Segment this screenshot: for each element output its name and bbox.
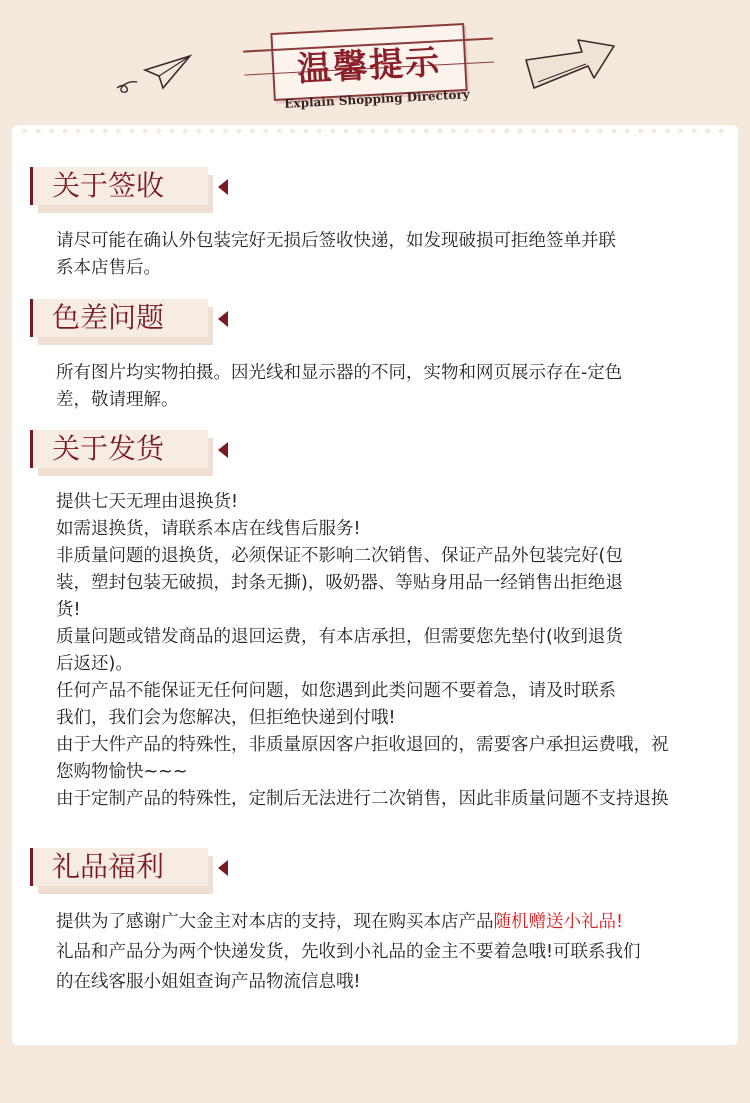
section-heading-label: 关于签收 (52, 169, 165, 202)
section-text-shipping (56, 489, 716, 813)
text-line: 质量问题或错发商品的退回运费，有本店承担，但需要您先垫付(收到退货 (56, 627, 623, 647)
text-line (56, 907, 716, 937)
text-line: 差，敬请理解。 (56, 390, 179, 410)
text-line: 非质量问题的退换货，必须保证不影响二次销售、保证产品外包装完好(包 (56, 546, 623, 566)
gift-highlight: 随机赠送小礼品! (493, 912, 624, 932)
section-heading-label: 色差问题 (52, 301, 165, 334)
page-subtitle: Explain Shopping Directory (283, 87, 471, 111)
text-line: 礼品和产品分为两个快递发货，先收到小礼品的金主不要着急哦!可联系我们 (56, 942, 641, 962)
arrow-icon (522, 30, 622, 100)
section-heading-gift (30, 848, 213, 894)
triangle-left-icon (218, 860, 228, 876)
section-heading-label: 关于发货 (52, 432, 165, 465)
text-line: 由于定制产品的特殊性，定制后无法进行二次销售，因此非质量问题不支持退换 (56, 789, 669, 809)
text-line: 后返还)。 (56, 654, 133, 674)
text-line: 所有图片均实物拍摄。因光线和显示器的不同，实物和网页展示存在-定色 (56, 363, 623, 383)
paper-plane-icon (115, 50, 195, 100)
text-line: 货! (56, 600, 81, 620)
text-line: 由于大件产品的特殊性，非质量原因客户拒收退回的，需要客户承担运费哦，祝 (56, 735, 669, 755)
text-line: 装，塑封包装无破损，封条无撕)，吸奶器、等贴身用品一经销售出拒绝退 (56, 573, 623, 593)
page-title: 温馨提示 (296, 42, 443, 90)
section-text-signing (56, 228, 716, 282)
section-heading-signing (30, 167, 213, 213)
text-line: 我们，我们会为您解决，但拒绝快递到付哦! (56, 708, 396, 728)
text-line: 提供七天无理由退换货! (56, 492, 239, 512)
text-line: 任何产品不能保证无任何问题，如您遇到此类问题不要着急，请及时联系 (56, 681, 616, 701)
section-heading-label: 礼品福利 (52, 850, 165, 883)
gift-text-normal: 提供为了感谢广大金主对本店的支持，现在购买本店产品 (56, 912, 494, 932)
section-heading-color (30, 299, 213, 345)
text-line: 的在线客服小姐姐查询产品物流信息哦! (56, 972, 361, 992)
section-text-color (56, 360, 716, 414)
text-line: 您购物愉快~~~ (56, 762, 188, 782)
triangle-left-icon (218, 311, 228, 327)
text-line: 如需退换货，请联系本店在线售后服务! (56, 519, 361, 539)
triangle-left-icon (218, 442, 228, 458)
section-text-gift (56, 907, 716, 997)
header-banner (0, 0, 750, 125)
triangle-left-icon (218, 179, 228, 195)
scalloped-edge (18, 127, 732, 135)
text-line: 请尽可能在确认外包装完好无损后签收快递，如发现破损可拒绝签单并联 (56, 231, 616, 251)
text-line: 系本店售后。 (56, 258, 161, 278)
section-heading-shipping (30, 430, 213, 476)
